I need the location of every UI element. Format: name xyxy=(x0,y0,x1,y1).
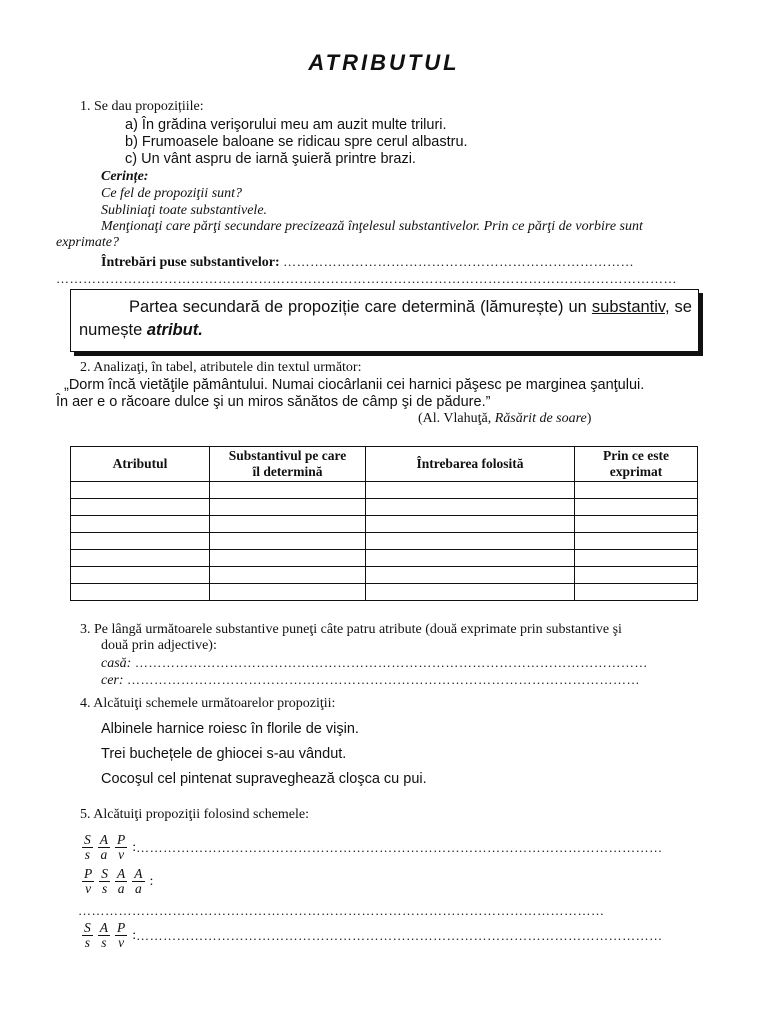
source-author: (Al. Vlahuţă, xyxy=(418,411,495,426)
table-cell[interactable] xyxy=(71,516,210,533)
ex1-requirements-label: Cerințe: xyxy=(101,169,149,184)
table-cell[interactable] xyxy=(366,550,575,567)
table-row xyxy=(71,584,698,601)
source-end: ) xyxy=(586,411,592,426)
ex2-source xyxy=(418,411,591,427)
definition-word: substantiv xyxy=(591,298,665,316)
scheme-1: S s A a P v : ……………………………………………………………………………………………………… xyxy=(84,832,663,862)
ex1-requirement-3-cont: exprimate? xyxy=(56,235,119,250)
scheme-2: P v S s A a A a : xyxy=(84,866,154,896)
definition-text xyxy=(79,296,692,342)
ex1-requirement-2: Subliniaţi toate substantivele. xyxy=(101,203,268,218)
item-label: casă: xyxy=(101,656,132,671)
table-cell[interactable] xyxy=(575,482,698,499)
item-label: cer: xyxy=(101,673,124,688)
definition-box xyxy=(70,289,699,352)
table-cell[interactable] xyxy=(575,516,698,533)
ex2-quote-line2: În aer e o răcoare dulce şi un miros sănătos de câmp şi de pădure.” xyxy=(56,394,491,410)
scheme-term: P v xyxy=(117,920,126,950)
answer-dots: …………………………………………………………………………………………………… xyxy=(134,655,648,670)
ex2-quote-line1: „Dorm încă vietăţile pământului. Numai ciocârlanii cei harnici păşesc pe marginea şanţului. xyxy=(64,377,645,393)
ex4-sentence-1: Albinele harnice roiesc în florile de vişin. xyxy=(101,721,359,737)
table-cell[interactable] xyxy=(71,550,210,567)
ex1-sentence-b: b) Frumoasele baloane se ridicau spre cerul albastru. xyxy=(125,134,468,150)
page-title: ATRIBUTUL xyxy=(308,50,460,75)
ex4-sentence-3: Cocoşul cel pintenat supraveghează cloşca cu pui. xyxy=(101,771,427,787)
table-cell[interactable] xyxy=(366,482,575,499)
ex4-sentence-2: Trei buchețele de ghiocei s-au vândut. xyxy=(101,746,347,762)
answer-dots: ……………………………………………………………………………………………………… xyxy=(78,903,605,918)
answer-dots-full: ………………………………………………………………………………………………………………………… xyxy=(56,271,677,286)
scheme-term: A s xyxy=(99,920,108,950)
answer-dots: ……………………………………………………………………………………………………… xyxy=(136,927,663,943)
ex1-sentence-a: a) În grădina verişorului meu am auzit multe triluri. xyxy=(125,117,447,133)
header-question: Întrebarea folosită xyxy=(366,447,575,482)
header-expressed-by: Prin ce este exprimat xyxy=(575,447,698,482)
table-cell[interactable] xyxy=(575,584,698,601)
header-attribute: Atributul xyxy=(71,447,210,482)
ex3-line2: două prin adjective): xyxy=(101,638,217,653)
table-cell[interactable] xyxy=(210,499,366,516)
scheme-term: A a xyxy=(99,832,108,862)
definition-term: atribut. xyxy=(146,321,203,339)
ex5-heading: 5. Alcătuiţi propoziţii folosind schemele: xyxy=(80,807,310,822)
source-title: Răsărit de soare xyxy=(494,411,587,426)
table-cell[interactable] xyxy=(210,482,366,499)
table-cell[interactable] xyxy=(575,550,698,567)
scheme-term: A a xyxy=(134,866,143,896)
definition-part2: , se numește xyxy=(79,298,692,339)
ex1-heading: 1. Se dau propozițiile: xyxy=(80,99,204,114)
attribute-analysis-table xyxy=(70,446,698,601)
table-cell[interactable] xyxy=(71,567,210,584)
table-cell[interactable] xyxy=(210,550,366,567)
scheme-term: S s xyxy=(84,832,91,862)
ex1-requirement-1: Ce fel de propoziţii sunt? xyxy=(101,186,243,201)
table-cell[interactable] xyxy=(366,516,575,533)
ex3-item-cer xyxy=(101,672,640,689)
questions-label: Întrebări puse substantivelor: xyxy=(101,255,280,270)
table-cell[interactable] xyxy=(210,567,366,584)
ex1-sentence-c: c) Un vânt aspru de iarnă şuieră printre brazi. xyxy=(125,151,416,167)
table-cell[interactable] xyxy=(210,584,366,601)
table-cell[interactable] xyxy=(575,499,698,516)
table-row xyxy=(71,499,698,516)
scheme-term: S s xyxy=(101,866,108,896)
table-cell[interactable] xyxy=(575,533,698,550)
scheme-3: S s A s P v : ……………………………………………………………………………………………………… xyxy=(84,920,663,950)
scheme-term: P v xyxy=(84,866,93,896)
ex1-requirement-3: Menţionaţi care părţi secundare precizează înţelesul substantivelor. Prin ce părţi de vorbire sunt xyxy=(101,219,643,234)
table-cell[interactable] xyxy=(366,533,575,550)
table-cell[interactable] xyxy=(71,482,210,499)
answer-dots: …………………………………………………………………………………………………… xyxy=(127,672,641,687)
table-cell[interactable] xyxy=(366,584,575,601)
header-noun: Substantivul pe care îl determină xyxy=(210,447,366,482)
ex3-item-casa xyxy=(101,655,648,672)
table-header-row xyxy=(71,447,698,482)
table-cell[interactable] xyxy=(366,567,575,584)
table-cell[interactable] xyxy=(71,499,210,516)
table-cell[interactable] xyxy=(71,533,210,550)
table-cell[interactable] xyxy=(210,516,366,533)
table-row xyxy=(71,567,698,584)
ex4-heading: 4. Alcătuiţi schemele următoarelor propoziţii: xyxy=(80,696,336,711)
table-row xyxy=(71,482,698,499)
definition-part1: Partea secundară de propoziție care determină (lămurește) un xyxy=(129,298,587,316)
table-cell[interactable] xyxy=(366,499,575,516)
answer-dots: ……………………………………………………………………………………………………… xyxy=(136,839,663,855)
table-cell[interactable] xyxy=(575,567,698,584)
ex1-questions-line xyxy=(101,254,634,271)
table-cell[interactable] xyxy=(71,584,210,601)
scheme-term: A a xyxy=(117,866,126,896)
ex2-heading: 2. Analizaţi, în tabel, atributele din textul următor: xyxy=(80,360,362,375)
table-row xyxy=(71,550,698,567)
ex3-line1: 3. Pe lângă următoarele substantive puneţi câte patru atribute (două exprimate prin substantive şi xyxy=(80,622,622,637)
scheme-term: P v xyxy=(117,832,126,862)
table-row xyxy=(71,533,698,550)
answer-dots: …………………………………………………………………… xyxy=(283,254,635,269)
table-row xyxy=(71,516,698,533)
scheme-term: S s xyxy=(84,920,91,950)
table-cell[interactable] xyxy=(210,533,366,550)
